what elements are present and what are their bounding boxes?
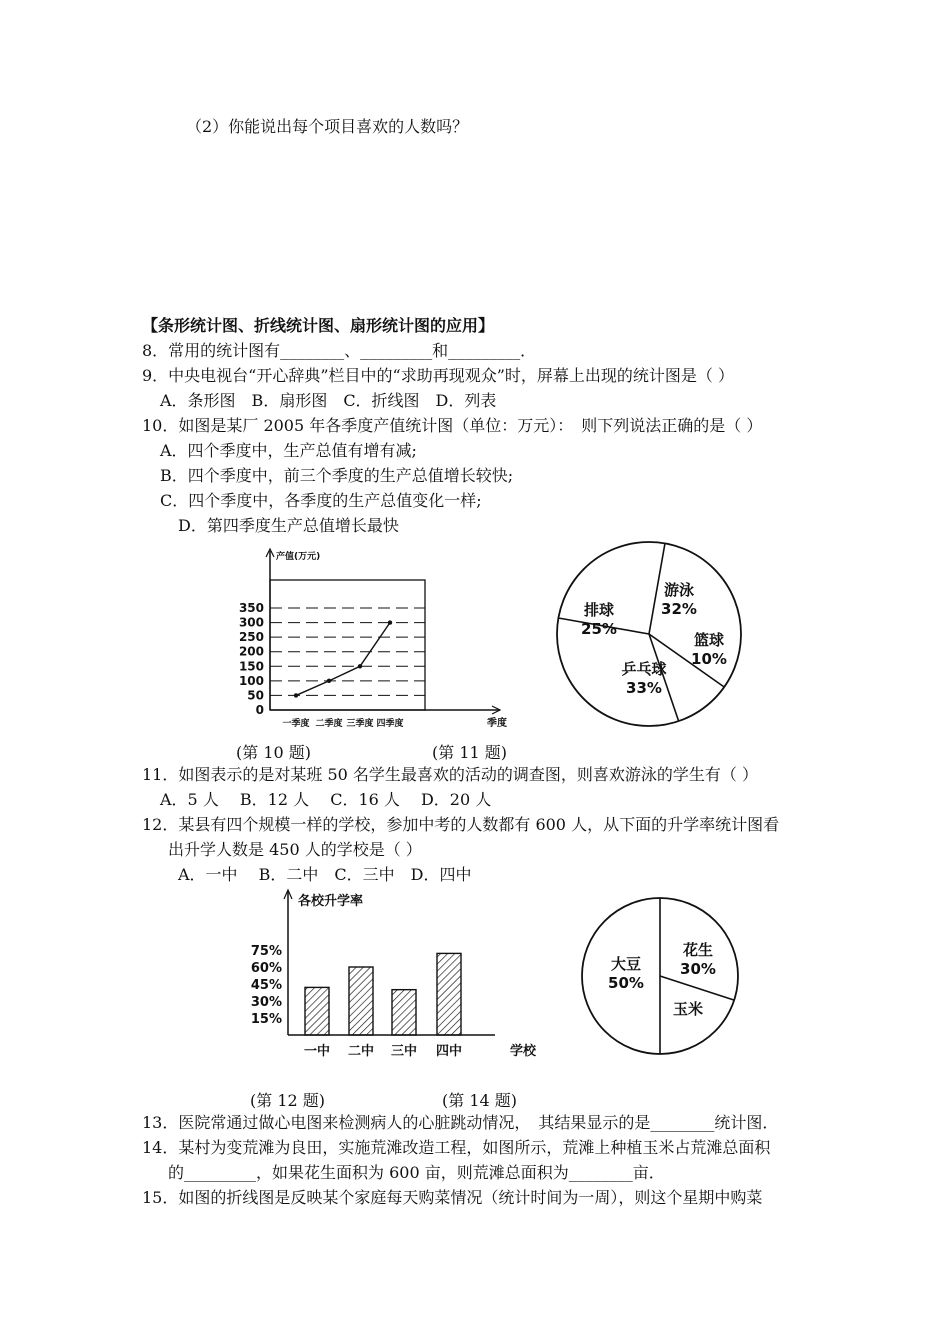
- question-10-option-b: B．四个季度中，前三个季度的生产总值增长较快;: [160, 466, 514, 485]
- caption-q10: (第 10 题): [236, 743, 312, 762]
- y-axis-label: 产值(万元): [276, 552, 321, 562]
- x-tick-label: 三中: [390, 1044, 418, 1059]
- question-14-line2: 的_________，如果花生面积为 600 亩，则荒滩总面积为________亩．: [168, 1163, 665, 1182]
- x-axis-label: 学校: [510, 1044, 537, 1059]
- question-8: 8．常用的统计图有________、_________和_________．: [142, 341, 537, 360]
- caption-q11: (第 11 题): [432, 743, 508, 762]
- pie-slice-value: 25%: [581, 620, 617, 638]
- question-9: 9．中央电视台“开心辞典”栏目中的“求助再现观众”时，屏幕上出现的统计图是（ ）: [142, 366, 734, 385]
- data-point: [388, 620, 392, 624]
- pie-slice-value: 30%: [680, 960, 716, 978]
- caption-q12: (第 12 题): [250, 1091, 326, 1110]
- pie-slice-value: 33%: [626, 679, 662, 697]
- y-tick-label: 250: [238, 630, 264, 645]
- question-15: 15．如图的折线图是反映某个家庭每天购菜情况（统计时间为一周），则这个星期中购菜: [142, 1188, 763, 1207]
- question-12-line2: 出升学人数是 450 人的学校是（ ）: [168, 840, 422, 859]
- x-tick-label: 一中: [303, 1044, 331, 1059]
- pie-slice-label: 乒乓球: [621, 660, 667, 678]
- x-tick-label: 四中: [435, 1044, 463, 1059]
- pie-slice-label: 游泳: [663, 581, 695, 599]
- data-point: [294, 693, 298, 697]
- data-point: [327, 679, 331, 683]
- q12-bar-chart: [240, 885, 550, 1070]
- y-tick-label: 30%: [250, 995, 282, 1010]
- pie-slice-value: 50%: [608, 974, 644, 992]
- x-axis-label: 季度: [487, 718, 507, 729]
- pie-slice-label: 排球: [583, 601, 615, 619]
- plot-frame: [270, 580, 425, 710]
- pie-slice-label: 篮球: [693, 631, 725, 649]
- pie-slice-label: 玉米: [672, 1000, 704, 1018]
- question-12-options: A．一中 B．二中 C．三中 D．四中: [178, 865, 472, 884]
- x-tick-label: 一季度: [282, 719, 310, 729]
- x-tick-label: 四季度: [376, 719, 404, 729]
- section-title: 【条形统计图、折线统计图、扇形统计图的应用】: [142, 316, 495, 335]
- question-9-options: A．条形图 B．扇形图 C．折线图 D．列表: [160, 391, 497, 410]
- q11-pie-chart: [552, 537, 747, 732]
- series-line: [296, 623, 390, 696]
- y-tick-label: 100: [238, 673, 264, 688]
- question-11: 11．如图表示的是对某班 50 名学生最喜欢的活动的调查图，则喜欢游泳的学生有（ ）: [142, 765, 758, 784]
- pie-slice-label: 大豆: [610, 955, 642, 973]
- question-14-line1: 14．某村为变荒滩为良田，实施荒滩改造工程，如图所示，荒滩上种植玉米占荒滩总面积: [142, 1138, 771, 1157]
- pie-slice-boundary: [660, 976, 734, 1000]
- y-tick-label: 45%: [250, 978, 282, 993]
- x-tick-label: 二季度: [315, 719, 343, 729]
- pie-slice-boundary: [649, 543, 665, 634]
- bar: [305, 987, 329, 1035]
- question-10-option-d: D．第四季度生产总值增长最快: [178, 516, 399, 535]
- y-tick-label: 200: [238, 644, 264, 659]
- pie-slice-value: 32%: [661, 600, 697, 618]
- y-tick-label: 15%: [250, 1012, 282, 1027]
- chart-title: 各校升学率: [298, 894, 364, 909]
- q14-pie-chart: [578, 893, 748, 1063]
- bar: [392, 990, 416, 1035]
- question-10-option-a: A．四个季度中，生产总值有增有减;: [160, 441, 417, 460]
- x-tick-label: 二中: [347, 1044, 375, 1059]
- q2-sub-question: （2）你能说出每个项目喜欢的人数吗？: [186, 117, 469, 136]
- x-tick-label: 三季度: [346, 719, 374, 729]
- y-tick-label: 50: [247, 688, 264, 703]
- caption-q14: (第 14 题): [442, 1091, 518, 1110]
- question-11-options: A．5 人 B．12 人 C．16 人 D．20 人: [160, 790, 492, 809]
- y-tick-label: 300: [238, 615, 264, 630]
- y-tick-label: 60%: [250, 961, 282, 976]
- y-tick-label: 350: [238, 601, 264, 615]
- y-tick-label: 150: [238, 659, 264, 674]
- y-tick-label: 75%: [250, 944, 282, 959]
- y-tick-label: 0: [255, 703, 264, 717]
- data-point: [358, 664, 362, 668]
- question-10-option-c: C．四个季度中，各季度的生产总值变化一样;: [160, 491, 482, 510]
- question-13: 13．医院常通过做心电图来检测病人的心脏跳动情况， 其结果显示的是________统计图．: [142, 1113, 779, 1132]
- q10-line-chart: [225, 545, 515, 730]
- pie-slice-value: 10%: [691, 650, 727, 668]
- bar: [349, 967, 373, 1035]
- bar: [437, 953, 461, 1035]
- question-12-line1: 12．某县有四个规模一样的学校，参加中考的人数都有 600 人，从下面的升学率统计图看: [142, 815, 780, 834]
- pie-slice-label: 花生: [682, 941, 714, 959]
- question-10: 10．如图是某厂 2005 年各季度产值统计图（单位：万元）： 则下列说法正确的是（ ）: [142, 416, 763, 435]
